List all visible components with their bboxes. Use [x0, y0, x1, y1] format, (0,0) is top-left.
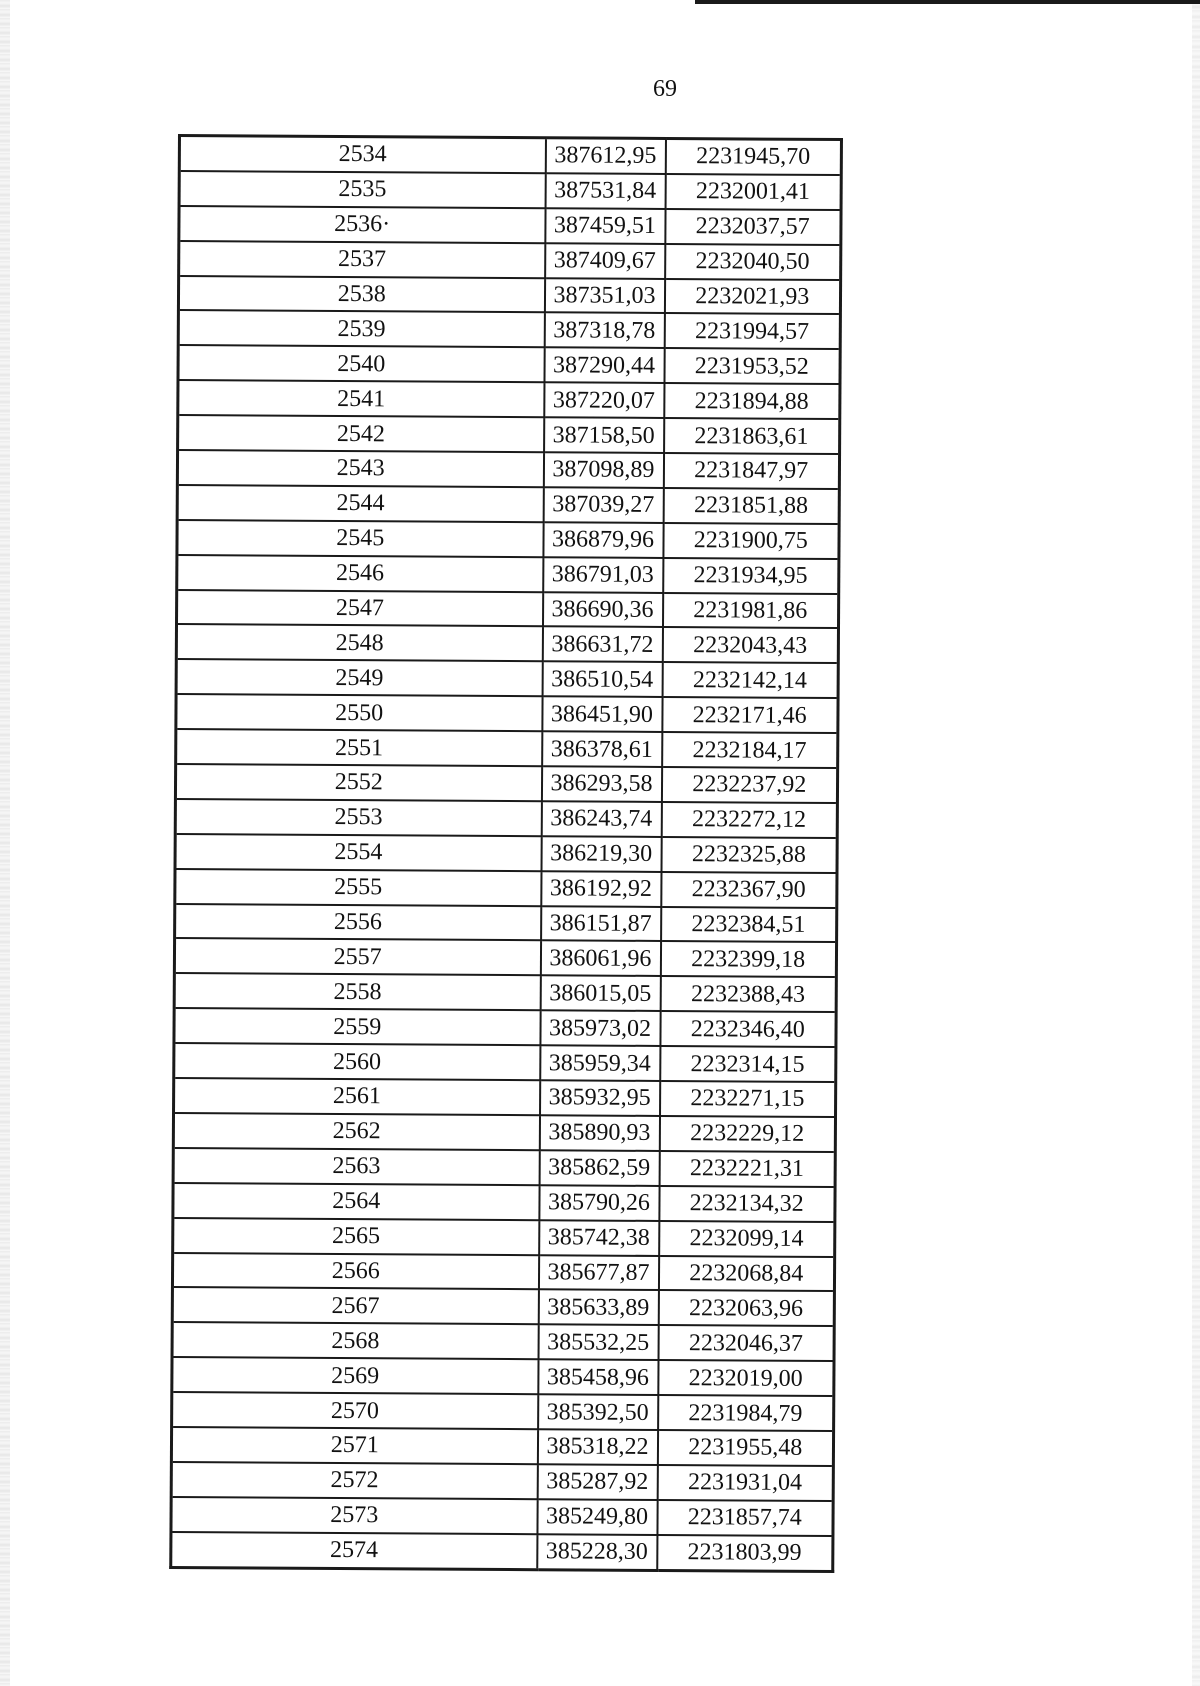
x-coordinate-cell: 386879,96: [543, 522, 663, 558]
y-coordinate-cell: 2232021,93: [664, 279, 840, 315]
y-coordinate-cell: 2232001,41: [665, 174, 841, 210]
table-row: [177, 555, 839, 594]
x-coordinate-cell: 387409,67: [545, 243, 665, 279]
table-row: [178, 345, 840, 384]
x-coordinate-cell: 386219,30: [541, 836, 661, 872]
table-row: [174, 1043, 836, 1082]
x-coordinate-cell: 386378,61: [542, 731, 662, 767]
y-coordinate-cell: 2231857,74: [657, 1500, 833, 1536]
table-row: [171, 1427, 833, 1466]
point-number-cell: 2557: [174, 938, 540, 975]
x-coordinate-cell: 386510,54: [542, 662, 662, 698]
x-coordinate-cell: 386015,05: [540, 976, 660, 1012]
x-coordinate-cell: 385249,80: [537, 1499, 657, 1535]
point-number-cell: 2572: [171, 1462, 537, 1499]
y-coordinate-cell: 2232142,14: [662, 662, 838, 698]
x-coordinate-cell: 387459,51: [545, 208, 665, 244]
x-coordinate-cell: 385318,22: [537, 1429, 657, 1465]
point-number-cell: 2556: [175, 904, 541, 941]
x-coordinate-cell: 385228,30: [537, 1534, 657, 1570]
point-number-cell: 2574: [171, 1532, 537, 1570]
y-coordinate-cell: 2231981,86: [662, 593, 838, 629]
point-number-cell: 2569: [172, 1357, 538, 1394]
point-number-cell: 2570: [172, 1392, 538, 1429]
point-number-cell: 2550: [176, 694, 542, 731]
y-coordinate-cell: 2231984,79: [658, 1395, 834, 1431]
scan-edge-right: [1192, 0, 1200, 1686]
table-row: [173, 1113, 835, 1152]
table-row: [173, 1218, 835, 1257]
table-row: [179, 136, 841, 175]
y-coordinate-cell: 2232325,88: [661, 837, 837, 873]
point-number-cell: 2564: [173, 1183, 539, 1220]
point-number-cell: 2573: [171, 1497, 537, 1534]
point-number-cell: 2565: [173, 1218, 539, 1255]
y-coordinate-cell: 2232040,50: [665, 244, 841, 280]
coordinates-table-body: [171, 136, 842, 1572]
point-number-cell: 2546: [177, 555, 543, 592]
point-number-cell: 2545: [177, 520, 543, 557]
point-number-cell: 2553: [175, 799, 541, 836]
y-coordinate-cell: 2231955,48: [657, 1430, 833, 1466]
table-row: [177, 520, 839, 559]
y-coordinate-cell: 2232171,46: [662, 697, 838, 733]
x-coordinate-cell: 385932,95: [540, 1080, 660, 1116]
y-coordinate-cell: 2232019,00: [658, 1360, 834, 1396]
point-number-cell: 2534: [179, 136, 545, 174]
x-coordinate-cell: 385458,96: [538, 1359, 658, 1395]
y-coordinate-cell: 2232134,32: [659, 1186, 835, 1222]
point-number-cell: 2571: [171, 1427, 537, 1464]
table-row: [174, 973, 836, 1012]
point-number-cell: 2535: [179, 171, 545, 208]
table-row: [176, 694, 838, 733]
x-coordinate-cell: 386451,90: [542, 696, 662, 732]
point-number-cell: 2541: [178, 380, 544, 417]
table-row: [172, 1252, 834, 1291]
y-coordinate-cell: 2232043,43: [662, 627, 838, 663]
point-number-cell: 2563: [173, 1148, 539, 1185]
y-coordinate-cell: 2231900,75: [663, 523, 839, 559]
table-row: [177, 485, 839, 524]
y-coordinate-cell: 2232063,96: [658, 1290, 834, 1326]
x-coordinate-cell: 387039,27: [543, 487, 663, 523]
y-coordinate-cell: 2232037,57: [665, 209, 841, 245]
table-row: [172, 1322, 834, 1361]
point-number-cell: 2551: [176, 729, 542, 766]
table-row: [179, 206, 841, 245]
y-coordinate-cell: 2232184,17: [662, 732, 838, 768]
point-number-cell: 2555: [175, 869, 541, 906]
table-row: [171, 1497, 833, 1536]
point-number-cell: 2543: [177, 450, 543, 487]
y-coordinate-cell: 2231994,57: [664, 313, 840, 349]
scan-edge-left: [0, 0, 10, 1686]
point-number-cell: 2568: [172, 1322, 538, 1359]
x-coordinate-cell: 387098,89: [543, 452, 663, 488]
x-coordinate-cell: 385862,59: [539, 1150, 659, 1186]
point-number-cell: 2547: [177, 590, 543, 627]
y-coordinate-cell: 2231953,52: [664, 348, 840, 384]
x-coordinate-cell: 385677,87: [538, 1255, 658, 1291]
y-coordinate-cell: 2232399,18: [660, 941, 836, 977]
table-row: [174, 1078, 836, 1117]
y-coordinate-cell: 2231863,61: [664, 418, 840, 454]
table-row: [176, 659, 838, 698]
y-coordinate-cell: 2232346,40: [660, 1011, 836, 1047]
page-number: 69: [653, 76, 677, 102]
x-coordinate-cell: 387612,95: [545, 138, 665, 174]
y-coordinate-cell: 2232272,12: [661, 802, 837, 838]
table-row: [171, 1462, 833, 1501]
table-row: [176, 624, 838, 663]
y-coordinate-cell: 2232099,14: [659, 1221, 835, 1257]
table-row: [172, 1287, 834, 1326]
table-row: [171, 1532, 833, 1571]
y-coordinate-cell: 2232229,12: [659, 1116, 835, 1152]
x-coordinate-cell: 386690,36: [542, 592, 662, 628]
y-coordinate-cell: 2231931,04: [657, 1465, 833, 1501]
y-coordinate-cell: 2232221,31: [659, 1151, 835, 1187]
point-number-cell: 2542: [178, 415, 544, 452]
table-row: [172, 1392, 834, 1431]
x-coordinate-cell: 385532,25: [538, 1325, 658, 1361]
point-number-cell: 2539: [178, 310, 544, 347]
table-row: [179, 241, 841, 280]
y-coordinate-cell: 2231847,97: [663, 453, 839, 489]
table-row: [173, 1183, 835, 1222]
y-coordinate-cell: 2231803,99: [657, 1535, 833, 1571]
y-coordinate-cell: 2231934,95: [663, 558, 839, 594]
x-coordinate-cell: 385959,34: [540, 1045, 660, 1081]
y-coordinate-cell: 2231851,88: [663, 488, 839, 524]
table-row: [174, 1008, 836, 1047]
table-row: [176, 729, 838, 768]
y-coordinate-cell: 2232314,15: [660, 1046, 836, 1082]
point-number-cell: 2554: [175, 834, 541, 871]
coordinates-table: [169, 134, 843, 1573]
table-row: [178, 415, 840, 454]
x-coordinate-cell: 385287,92: [537, 1464, 657, 1500]
point-number-cell: 2567: [172, 1287, 538, 1324]
y-coordinate-cell: 2232384,51: [661, 907, 837, 943]
x-coordinate-cell: 386192,92: [541, 871, 661, 907]
x-coordinate-cell: 386293,58: [541, 766, 661, 802]
table-row: [173, 1148, 835, 1187]
point-number-cell: 2537: [179, 241, 545, 278]
table-row: [175, 904, 837, 943]
x-coordinate-cell: 387158,50: [544, 417, 664, 453]
table-row: [177, 590, 839, 629]
x-coordinate-cell: 387351,03: [544, 278, 664, 314]
y-coordinate-cell: 2231894,88: [664, 383, 840, 419]
point-number-cell: 2558: [174, 973, 540, 1010]
point-number-cell: 2538: [178, 276, 544, 313]
point-number-cell: 2549: [176, 659, 542, 696]
point-number-cell: 2559: [174, 1008, 540, 1045]
table-row: [175, 799, 837, 838]
table-row: [177, 450, 839, 489]
table-row: [175, 764, 837, 803]
x-coordinate-cell: 385742,38: [539, 1220, 659, 1256]
table-row: [172, 1357, 834, 1396]
table-row: [179, 171, 841, 210]
y-coordinate-cell: 2232068,84: [658, 1255, 834, 1291]
point-number-cell: 2561: [174, 1078, 540, 1115]
x-coordinate-cell: 385890,93: [539, 1115, 659, 1151]
point-number-cell: 2552: [175, 764, 541, 801]
x-coordinate-cell: 386631,72: [542, 627, 662, 663]
x-coordinate-cell: 385633,89: [538, 1290, 658, 1326]
y-coordinate-cell: 2231945,70: [665, 138, 841, 174]
y-coordinate-cell: 2232388,43: [660, 976, 836, 1012]
table-row: [178, 276, 840, 315]
y-coordinate-cell: 2232046,37: [658, 1325, 834, 1361]
point-number-cell: 2562: [173, 1113, 539, 1150]
table-row: [174, 938, 836, 977]
x-coordinate-cell: 386243,74: [541, 801, 661, 837]
x-coordinate-cell: 387290,44: [544, 348, 664, 384]
x-coordinate-cell: 386151,87: [541, 906, 661, 942]
x-coordinate-cell: 386791,03: [543, 557, 663, 593]
point-number-cell: 2536·: [179, 206, 545, 243]
point-number-cell: 2560: [174, 1043, 540, 1080]
point-number-cell: 2544: [177, 485, 543, 522]
x-coordinate-cell: 387220,07: [544, 382, 664, 418]
x-coordinate-cell: 386061,96: [540, 941, 660, 977]
x-coordinate-cell: 387318,78: [544, 313, 664, 349]
point-number-cell: 2540: [178, 345, 544, 382]
table-row: [175, 834, 837, 873]
point-number-cell: 2566: [172, 1252, 538, 1289]
top-rule: [695, 0, 1200, 4]
x-coordinate-cell: 385392,50: [538, 1394, 658, 1430]
x-coordinate-cell: 385973,02: [540, 1010, 660, 1046]
table-row: [178, 380, 840, 419]
x-coordinate-cell: 385790,26: [539, 1185, 659, 1221]
table-row: [178, 310, 840, 349]
y-coordinate-cell: 2232367,90: [661, 872, 837, 908]
x-coordinate-cell: 387531,84: [545, 173, 665, 209]
point-number-cell: 2548: [176, 624, 542, 661]
table-row: [175, 869, 837, 908]
y-coordinate-cell: 2232271,15: [660, 1081, 836, 1117]
y-coordinate-cell: 2232237,92: [661, 767, 837, 803]
